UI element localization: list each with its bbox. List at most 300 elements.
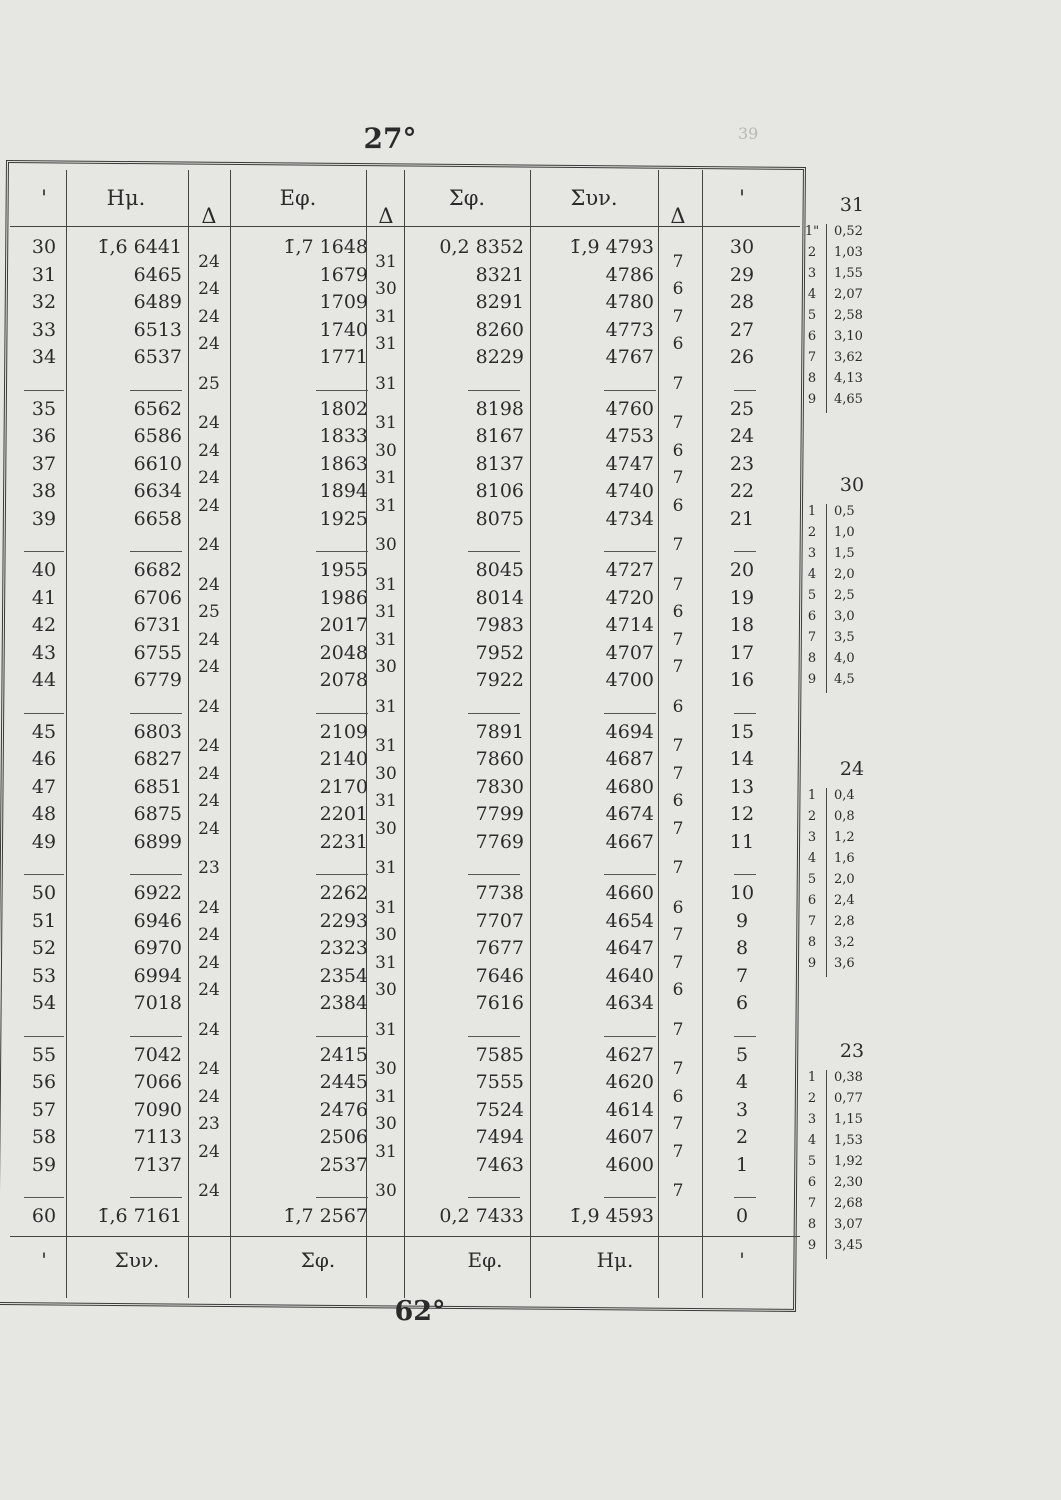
minute-left: 54 (31, 992, 57, 1014)
cot-value: 7494 (475, 1126, 524, 1148)
minute-right: 6 (735, 992, 749, 1014)
minute-right: 7 (735, 964, 749, 987)
sin-value: 7113 (133, 1126, 182, 1148)
group-separator (734, 1036, 756, 1037)
cos-difference: 7 (672, 1019, 684, 1040)
group-separator (604, 551, 656, 552)
sin-value: 6755 (133, 641, 182, 664)
tan-value: 2384 (319, 992, 368, 1014)
cos-difference: 7 (672, 952, 684, 973)
tan-difference: 31 (375, 629, 397, 650)
cot-value: 7830 (475, 775, 524, 798)
cos-difference: 7 (672, 925, 684, 946)
sin-difference: 24 (198, 952, 220, 973)
group-separator (734, 390, 756, 391)
pp-multiplier: 3 (807, 546, 817, 561)
pp-multiplier: 3 (807, 1112, 817, 1127)
minute-right: 21 (729, 507, 755, 530)
pp-value: 2,07 (834, 287, 863, 302)
sin-difference: 24 (198, 657, 220, 678)
header-sin: Ημ. (106, 186, 146, 210)
tan-value: 2078 (319, 669, 368, 691)
cos-difference: 7 (672, 373, 684, 394)
sin-difference: 24 (198, 736, 220, 757)
group-separator (734, 1197, 756, 1198)
tan-value: 1709 (319, 291, 368, 313)
minute-left: 30 (31, 236, 57, 258)
minute-right: 17 (729, 641, 755, 664)
sin-value: 6610 (133, 452, 182, 475)
tan-difference: 31 (375, 791, 397, 812)
header-cot: Σφ. (448, 186, 486, 210)
tan-difference: 31 (375, 468, 397, 489)
tan-value: 1955 (319, 559, 368, 581)
cos-value: 4687 (605, 748, 654, 770)
minute-left: 51 (31, 909, 57, 932)
minute-right: 27 (729, 318, 755, 341)
sin-value: 6586 (133, 425, 182, 447)
sin-value: 6731 (133, 614, 182, 636)
minute-right: 8 (735, 937, 749, 959)
cot-value: 7922 (475, 669, 524, 691)
sin-difference: 24 (198, 1141, 220, 1162)
pp-table-title: 23 (839, 1040, 865, 1062)
tan-difference: 30 (375, 925, 397, 946)
group-separator (24, 874, 64, 875)
cos-difference: 7 (672, 413, 684, 434)
pp-table-rule (826, 504, 827, 693)
sin-difference: 24 (198, 413, 220, 434)
sin-value: 6803 (133, 720, 182, 743)
cot-value: 7463 (475, 1153, 524, 1176)
header-delta: Δ (670, 204, 686, 228)
footer-angle: 62° (394, 1296, 446, 1327)
minute-left: 60 (31, 1205, 57, 1227)
tan-difference: 30 (375, 1114, 397, 1135)
tan-difference: 31 (375, 736, 397, 757)
group-separator (316, 874, 368, 875)
pp-value: 1,2 (834, 830, 855, 845)
sin-difference: 24 (198, 925, 220, 946)
tan-value: 1679 (319, 263, 368, 286)
pp-table-rule (826, 224, 827, 413)
cot-value: 7646 (475, 964, 524, 987)
header-cos: Συν. (570, 186, 618, 210)
pp-multiplier: 1 (807, 504, 817, 519)
sin-difference: 24 (198, 468, 220, 489)
tan-value: 1925 (319, 507, 368, 530)
minute-left: 34 (31, 346, 57, 368)
tan-value: 1740 (319, 318, 368, 341)
footer-minute-right: ' (739, 1248, 745, 1272)
pp-value: 0,38 (834, 1070, 863, 1085)
pp-value: 3,10 (834, 329, 863, 344)
pp-value: 1,5 (834, 546, 855, 561)
tan-value: 2445 (319, 1071, 368, 1093)
group-separator (24, 1036, 64, 1037)
pp-value: 1,53 (834, 1133, 863, 1148)
column-rule (530, 170, 531, 1298)
pp-value: 2,30 (834, 1175, 863, 1190)
group-separator (130, 551, 182, 552)
cos-value: 4780 (605, 291, 654, 313)
cos-value: 1̄,9 4793 (569, 236, 654, 258)
cot-value: 8260 (475, 318, 524, 341)
sin-value: 7066 (133, 1071, 182, 1093)
minute-right: 18 (729, 614, 755, 636)
pp-value: 2,5 (834, 588, 855, 603)
cos-value: 4714 (605, 614, 654, 636)
pp-multiplier: 2 (807, 525, 817, 540)
sin-value: 6970 (133, 937, 182, 959)
cot-value: 7891 (475, 720, 524, 743)
minute-right: 22 (729, 480, 755, 502)
pp-value: 1,03 (834, 245, 863, 260)
tan-difference: 31 (375, 1019, 397, 1040)
footer-rule (10, 1236, 800, 1237)
pp-multiplier: 8 (807, 651, 817, 666)
sin-difference: 24 (198, 1086, 220, 1107)
cot-value: 0,2 7433 (439, 1205, 524, 1227)
cos-value: 4674 (605, 803, 654, 825)
cot-value: 7799 (475, 803, 524, 825)
cos-value: 4786 (605, 263, 654, 286)
pp-value: 1,15 (834, 1112, 863, 1127)
minute-right: 19 (729, 586, 755, 609)
sin-value: 1̄,6 7161 (97, 1205, 182, 1227)
sin-value: 6465 (133, 263, 182, 286)
pp-table-title: 30 (839, 474, 865, 496)
pp-multiplier: 1" (804, 224, 820, 239)
group-separator (316, 1197, 368, 1198)
minute-left: 55 (31, 1043, 57, 1066)
cos-difference: 7 (672, 468, 684, 489)
minute-right: 13 (729, 775, 755, 798)
cos-value: 4667 (605, 830, 654, 853)
cot-value: 7707 (475, 909, 524, 932)
tan-value: 2109 (319, 720, 368, 743)
group-separator (468, 1036, 520, 1037)
sin-value: 6537 (133, 346, 182, 368)
cot-value: 7983 (475, 614, 524, 636)
tan-difference: 31 (375, 1086, 397, 1107)
cot-value: 8229 (475, 346, 524, 368)
cot-value: 7524 (475, 1098, 524, 1121)
cos-value: 4773 (605, 318, 654, 341)
sin-difference: 24 (198, 791, 220, 812)
sin-difference: 24 (198, 1059, 220, 1080)
tan-difference: 30 (375, 440, 397, 461)
sin-difference: 24 (198, 279, 220, 300)
tan-value: 2048 (319, 641, 368, 664)
minute-left: 48 (31, 803, 57, 825)
pp-multiplier: 8 (807, 935, 817, 950)
tan-value: 2354 (319, 964, 368, 987)
cos-value: 4614 (605, 1098, 654, 1121)
group-separator (24, 551, 64, 552)
minute-left: 47 (31, 775, 57, 798)
cos-value: 4694 (605, 720, 654, 743)
sin-difference: 24 (198, 897, 220, 918)
cot-value: 8014 (475, 586, 524, 609)
cot-value: 8106 (475, 480, 524, 502)
cot-value: 8045 (475, 559, 524, 581)
cot-value: 7860 (475, 748, 524, 770)
minute-left: 53 (31, 964, 57, 987)
sin-value: 6682 (133, 559, 182, 581)
pp-value: 2,4 (834, 893, 855, 908)
sin-difference: 23 (198, 1114, 220, 1135)
cos-difference: 7 (672, 629, 684, 650)
tan-value: 1802 (319, 397, 368, 420)
minute-left: 32 (31, 291, 57, 313)
pp-multiplier: 3 (807, 266, 817, 281)
header-minute-left: ' (41, 186, 47, 210)
pp-value: 1,0 (834, 525, 855, 540)
pp-multiplier: 5 (807, 588, 817, 603)
cos-value: 4660 (605, 882, 654, 904)
cos-value: 4767 (605, 346, 654, 368)
pp-multiplier: 1 (807, 1070, 817, 1085)
cos-value: 4734 (605, 507, 654, 530)
footer-tan: Εφ. (467, 1248, 503, 1272)
cos-value: 4654 (605, 909, 654, 932)
tan-value: 2262 (319, 882, 368, 904)
sin-difference: 25 (198, 373, 220, 394)
tan-value: 2017 (319, 614, 368, 636)
sin-value: 6827 (133, 748, 182, 770)
sin-value: 6513 (133, 318, 182, 341)
pp-value: 0,52 (834, 224, 863, 239)
minute-left: 35 (31, 397, 57, 420)
sin-value: 6779 (133, 669, 182, 691)
cot-value: 7585 (475, 1043, 524, 1066)
tan-value: 2415 (319, 1043, 368, 1066)
pp-multiplier: 5 (807, 872, 817, 887)
group-separator (316, 1036, 368, 1037)
sin-difference: 24 (198, 306, 220, 327)
pp-multiplier: 9 (807, 392, 817, 407)
tan-value: 2476 (319, 1098, 368, 1121)
cos-value: 4727 (605, 559, 654, 581)
sin-difference: 24 (198, 334, 220, 355)
tan-difference: 30 (375, 279, 397, 300)
pp-table-rule (826, 788, 827, 977)
pp-multiplier: 6 (807, 1175, 817, 1190)
tan-difference: 30 (375, 535, 397, 556)
sin-value: 6851 (133, 775, 182, 798)
cot-value: 8198 (475, 397, 524, 420)
pp-value: 3,0 (834, 609, 855, 624)
cos-value: 4700 (605, 669, 654, 691)
cot-value: 7555 (475, 1071, 524, 1093)
cot-value: 8075 (475, 507, 524, 530)
minute-left: 45 (31, 720, 57, 743)
sin-difference: 24 (198, 1181, 220, 1202)
pp-multiplier: 6 (807, 893, 817, 908)
page-number: 39 (738, 124, 759, 143)
cos-difference: 7 (672, 657, 684, 678)
minute-right: 10 (729, 882, 755, 904)
minute-left: 58 (31, 1126, 57, 1148)
minute-right: 23 (729, 452, 755, 475)
pp-table-title: 24 (839, 758, 865, 780)
cos-value: 4720 (605, 586, 654, 609)
cos-value: 4627 (605, 1043, 654, 1066)
minute-right: 9 (735, 909, 749, 932)
minute-left: 39 (31, 507, 57, 530)
group-separator (734, 874, 756, 875)
sin-value: 6562 (133, 397, 182, 420)
tan-difference: 31 (375, 574, 397, 595)
sin-difference: 24 (198, 818, 220, 839)
pp-value: 3,07 (834, 1217, 863, 1232)
pp-multiplier: 7 (807, 1196, 817, 1211)
cot-value: 7616 (475, 992, 524, 1014)
sin-value: 6922 (133, 882, 182, 904)
pp-value: 4,65 (834, 392, 863, 407)
cos-difference: 6 (672, 1086, 684, 1107)
minute-right: 2 (735, 1126, 749, 1148)
tan-difference: 30 (375, 818, 397, 839)
minute-left: 56 (31, 1071, 57, 1093)
cot-value: 8137 (475, 452, 524, 475)
group-separator (468, 551, 520, 552)
cos-difference: 6 (672, 696, 684, 717)
sin-value: 6946 (133, 909, 182, 932)
sin-difference: 24 (198, 980, 220, 1001)
pp-multiplier: 7 (807, 350, 817, 365)
pp-multiplier: 3 (807, 830, 817, 845)
minute-left: 49 (31, 830, 57, 853)
pp-table-rule (826, 1070, 827, 1259)
cos-difference: 6 (672, 897, 684, 918)
cos-difference: 7 (672, 763, 684, 784)
minute-left: 40 (31, 559, 57, 581)
minute-left: 37 (31, 452, 57, 475)
pp-value: 2,0 (834, 872, 855, 887)
cos-value: 4747 (605, 452, 654, 475)
minute-right: 0 (735, 1205, 749, 1227)
sin-value: 6706 (133, 586, 182, 609)
tan-difference: 31 (375, 602, 397, 623)
cos-difference: 6 (672, 602, 684, 623)
minute-left: 46 (31, 748, 57, 770)
pp-multiplier: 5 (807, 1154, 817, 1169)
pp-value: 0,4 (834, 788, 855, 803)
pp-multiplier: 1 (807, 788, 817, 803)
minute-left: 43 (31, 641, 57, 664)
tan-difference: 31 (375, 1141, 397, 1162)
pp-table-title: 31 (839, 194, 865, 216)
sin-value: 7090 (133, 1098, 182, 1121)
group-separator (24, 713, 64, 714)
sin-value: 7137 (133, 1153, 182, 1176)
pp-multiplier: 4 (807, 567, 817, 582)
group-separator (130, 390, 182, 391)
group-separator (130, 1036, 182, 1037)
group-separator (24, 390, 64, 391)
minute-left: 59 (31, 1153, 57, 1176)
sin-difference: 24 (198, 251, 220, 272)
pp-value: 1,92 (834, 1154, 863, 1169)
cos-value: 4680 (605, 775, 654, 798)
tan-difference: 30 (375, 657, 397, 678)
cos-value: 4620 (605, 1071, 654, 1093)
pp-value: 2,68 (834, 1196, 863, 1211)
cos-difference: 7 (672, 1181, 684, 1202)
tan-difference: 31 (375, 952, 397, 973)
sin-value: 6899 (133, 830, 182, 853)
pp-multiplier: 6 (807, 609, 817, 624)
footer-sin: Ημ. (596, 1248, 634, 1272)
cos-difference: 7 (672, 251, 684, 272)
group-separator (604, 874, 656, 875)
footer-cot: Σφ. (300, 1248, 336, 1272)
pp-value: 4,13 (834, 371, 863, 386)
tan-difference: 30 (375, 980, 397, 1001)
footer-minute-left: ' (41, 1248, 47, 1272)
pp-multiplier: 8 (807, 371, 817, 386)
group-separator (734, 713, 756, 714)
column-rule (188, 170, 189, 1298)
page-title: 27° (363, 122, 417, 155)
minute-right: 25 (729, 397, 755, 420)
pp-value: 3,62 (834, 350, 863, 365)
pp-value: 4,5 (834, 672, 855, 687)
group-separator (468, 390, 520, 391)
pp-multiplier: 4 (807, 851, 817, 866)
pp-value: 1,6 (834, 851, 855, 866)
minute-left: 36 (31, 425, 57, 447)
tan-difference: 31 (375, 413, 397, 434)
sin-difference: 24 (198, 495, 220, 516)
tan-value: 2140 (319, 748, 368, 770)
cot-value: 8167 (475, 425, 524, 447)
group-separator (468, 1197, 520, 1198)
minute-left: 33 (31, 318, 57, 341)
cos-difference: 6 (672, 791, 684, 812)
minute-right: 15 (729, 720, 755, 743)
sin-value: 6994 (133, 964, 182, 987)
group-separator (468, 874, 520, 875)
column-rule (658, 170, 659, 1298)
pp-value: 3,2 (834, 935, 855, 950)
group-separator (468, 713, 520, 714)
group-separator (604, 713, 656, 714)
cos-value: 4707 (605, 641, 654, 664)
cos-difference: 7 (672, 818, 684, 839)
tan-value: 1833 (319, 425, 368, 447)
pp-multiplier: 4 (807, 287, 817, 302)
footer-cos: Συν. (114, 1248, 160, 1272)
cos-value: 4640 (605, 964, 654, 987)
pp-value: 1,55 (834, 266, 863, 281)
sin-value: 6489 (133, 291, 182, 313)
pp-multiplier: 7 (807, 630, 817, 645)
pp-value: 2,0 (834, 567, 855, 582)
minute-right: 5 (735, 1043, 749, 1066)
tan-value: 1̄,7 2567 (283, 1205, 368, 1227)
pp-value: 4,0 (834, 651, 855, 666)
column-rule (404, 170, 405, 1298)
group-separator (604, 390, 656, 391)
tan-difference: 30 (375, 1059, 397, 1080)
tan-value: 1894 (319, 480, 368, 502)
sin-value: 7042 (133, 1043, 182, 1066)
pp-value: 0,5 (834, 504, 855, 519)
tan-value: 2506 (319, 1126, 368, 1148)
